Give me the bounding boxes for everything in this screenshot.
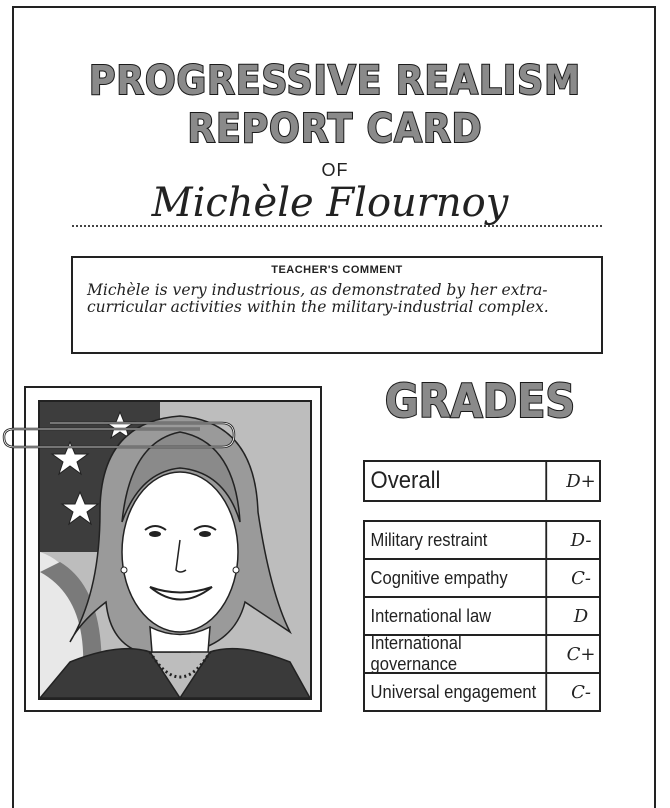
subject-grades-table bbox=[363, 520, 601, 712]
grade-row bbox=[365, 560, 599, 598]
grade-value: D bbox=[573, 605, 589, 627]
grades-heading: GRADES bbox=[384, 374, 576, 428]
grade-row bbox=[365, 598, 599, 636]
name-dotted-line bbox=[72, 225, 602, 227]
grade-value: D+ bbox=[566, 470, 596, 492]
grade-value: C- bbox=[571, 567, 591, 589]
grade-row-overall bbox=[365, 462, 599, 500]
overall-grade-table bbox=[363, 460, 601, 502]
grade-label: Cognitive empathy bbox=[365, 560, 547, 596]
grade-value: C+ bbox=[566, 643, 596, 665]
grade-value: D- bbox=[570, 529, 592, 551]
teacher-comment-text: Michèle is very industrious, as demonstrated by her extra-curricular activities within the military-industrial complex. bbox=[87, 281, 549, 316]
grade-value: C- bbox=[571, 681, 591, 703]
report-title-line2: REPORT CARD bbox=[187, 106, 483, 152]
grade-label: Overall bbox=[365, 462, 547, 500]
paperclip-icon bbox=[0, 415, 240, 455]
grade-row bbox=[365, 633, 599, 674]
teacher-comment-heading: TEACHER'S COMMENT bbox=[271, 264, 403, 276]
student-name: Michèle Flournoy bbox=[151, 180, 509, 226]
grade-row bbox=[365, 674, 599, 710]
teacher-comment-box bbox=[71, 256, 603, 354]
grade-row bbox=[365, 522, 599, 560]
grade-label: Military restraint bbox=[365, 522, 547, 558]
grade-label: International governance bbox=[365, 636, 547, 672]
report-title-line1: PROGRESSIVE REALISM bbox=[88, 58, 582, 104]
of-label: OF bbox=[321, 160, 349, 180]
grade-label: International law bbox=[365, 598, 547, 634]
grade-label: Universal engagement bbox=[365, 674, 547, 710]
